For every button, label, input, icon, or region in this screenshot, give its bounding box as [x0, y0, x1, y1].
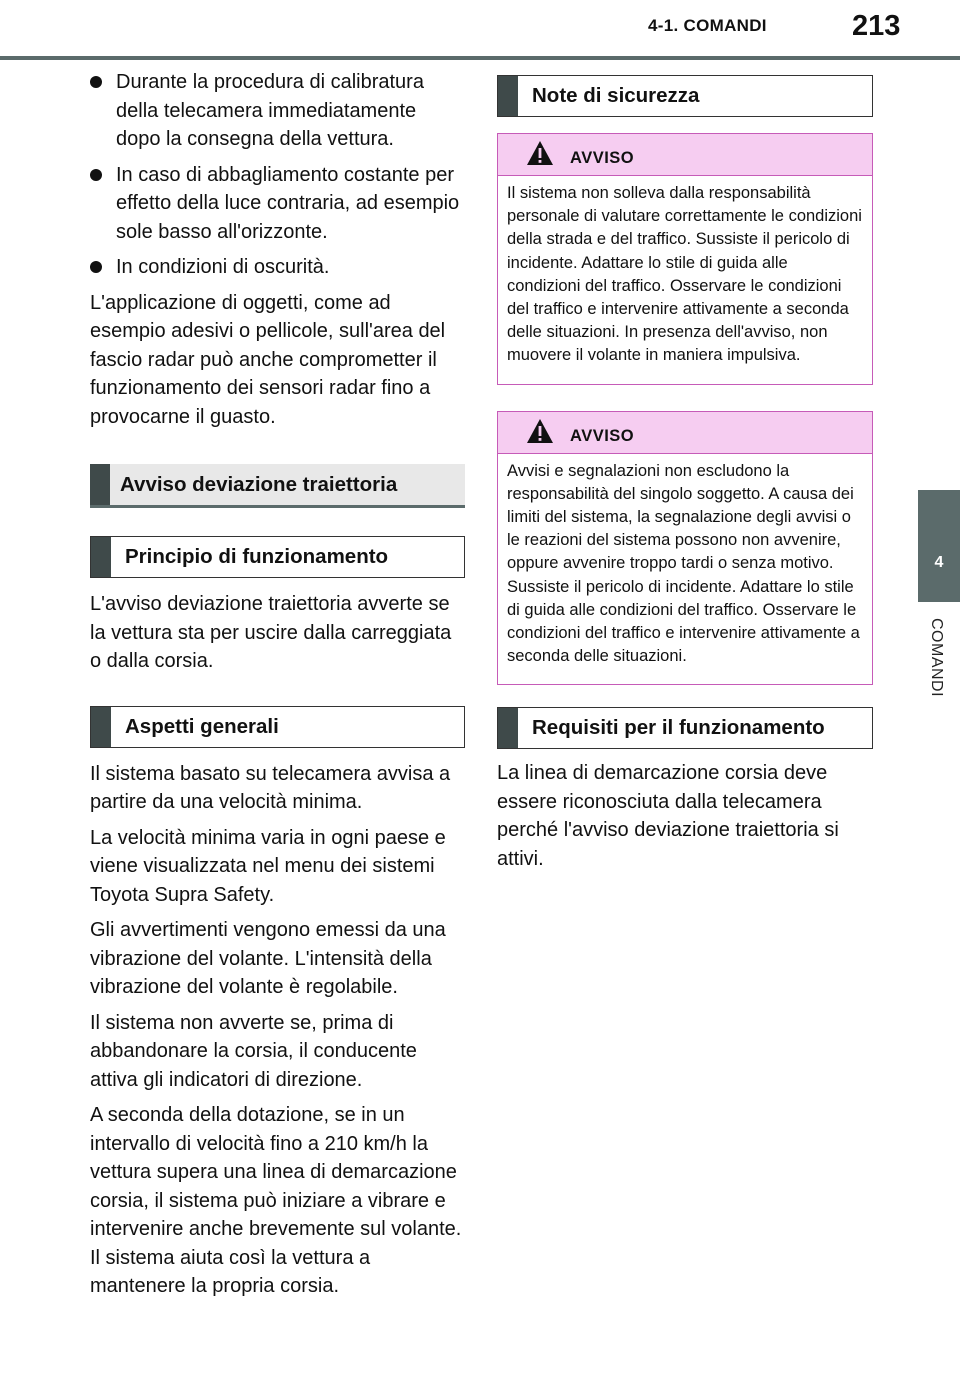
bullet-icon — [90, 169, 102, 181]
general-paragraph: La velocità minima varia in ogni paese e viene visualizzata nel menu dei sistemi Toyota Supra Safety. — [90, 826, 446, 906]
general-paragraph: Il sistema basato su telecamera avvisa a partire da una velocità minima. — [90, 762, 451, 813]
subsection-heading-safety — [497, 75, 873, 117]
general-paragraph: Il sistema non avverte se, prima di abbandonare la corsia, il conducente attiva gli indicatori di direzione. — [90, 1011, 417, 1091]
subsection-heading-text: Aspetti generali — [125, 714, 279, 738]
warning-title: AVVISO — [570, 149, 635, 167]
heading-bar — [498, 708, 518, 748]
warning-text: Il sistema non solleva dalla responsabilità personale di valutare correttamente le condizioni della strada e del traffico. Sussiste il pericolo di incidente. Adattare lo stile di guida alle condizioni del traffico. Osservare le condizioni del traffico e intervenire attivamente a seconda delle situazioni. In presenza dell'avviso, non muovere il volante in maniera impulsiva. — [507, 184, 862, 365]
left-column — [90, 68, 465, 1308]
bullet-icon — [90, 76, 102, 88]
right-column — [497, 75, 873, 880]
warning-text: Avvisi e segnalazioni non escludono la responsabilità del singolo soggetto. A causa dei limiti del sistema, la segnalazione degli avvisi o le reazioni del sistema possono non avvenire, oppure avvenire troppo tardi o senza motivo. Sussiste il pericolo di incidente. Adattare lo stile di guida alle condizioni del traffico. Osservare le condizioni del traffico e intervenire attivamente a seconda delle situazioni. — [507, 461, 860, 666]
warning-triangle-icon — [526, 418, 554, 444]
list-item-text: Durante la procedura di calibratura della telecamera immediatamente dopo la consegna della vettura. — [116, 71, 424, 150]
subsection-heading-general — [90, 706, 465, 748]
chapter-label: COMANDI — [928, 618, 945, 698]
heading-bar — [91, 537, 111, 577]
section-heading — [90, 464, 465, 508]
warning-header — [498, 134, 872, 176]
subsection-heading-text: Requisiti per il funzionamento — [532, 716, 825, 740]
heading-bar — [90, 464, 110, 505]
general-paragraph: Gli avvertimenti vengono emessi da una vibrazione del volante. L'intensità della vibrazione del volante è regolabile. — [90, 919, 446, 998]
general-paragraph: A seconda della dotazione, se in un intervallo di velocità fino a 210 km/h la vettura supera una linea di demarcazione corsia, il sistema può iniziare a vibrare e intervenire anche brevemente sul volante. Il sistema aiuta così la vettura a mantenere la propria corsia. — [90, 1104, 462, 1297]
page-number: 213 — [852, 10, 901, 42]
chapter-tab — [918, 490, 960, 602]
warning-title: AVVISO — [570, 426, 635, 445]
requirements-paragraph: La linea di demarcazione corsia deve essere riconosciuta dalla telecamera perché l'avviso deviazione traiettoria si attivi. — [497, 762, 839, 870]
header-section-title: 4-1. COMANDI — [648, 16, 767, 35]
warning-box — [497, 411, 873, 686]
list-item — [90, 68, 465, 154]
heading-bar — [498, 76, 518, 116]
heading-bar — [91, 707, 111, 747]
list-item — [90, 161, 465, 247]
subsection-heading-text: Note di sicurezza — [532, 84, 700, 107]
chapter-number: 4 — [934, 554, 944, 571]
warning-box — [497, 133, 873, 385]
intro-paragraph: L'applicazione di oggetti, come ad esempio adesivi o pellicole, sull'area del fascio radar può anche comprometter il funzionamento dei sensori radar fino a provocarne il guasto. — [90, 291, 446, 428]
list-item-text: In condizioni di oscurità. — [116, 256, 330, 278]
subsection-heading-principle — [90, 536, 465, 578]
section-heading-text: Avviso deviazione traiettoria — [120, 473, 398, 496]
header-divider — [0, 56, 960, 60]
subsection-heading-text: Principio di funzionamento — [125, 545, 389, 568]
list-item-text: In caso di abbagliamento costante per effetto della luce contraria, ad esempio sole basso all'orizzonte. — [116, 163, 460, 243]
bullet-icon — [90, 261, 102, 273]
principle-paragraph: L'avviso deviazione traiettoria avverte se la vettura sta per uscire dalla carreggiata o dalla corsia. — [90, 593, 452, 672]
list-item — [90, 253, 465, 282]
warning-header — [498, 412, 872, 454]
warning-triangle-icon — [526, 140, 554, 166]
subsection-heading-requirements — [497, 707, 873, 749]
